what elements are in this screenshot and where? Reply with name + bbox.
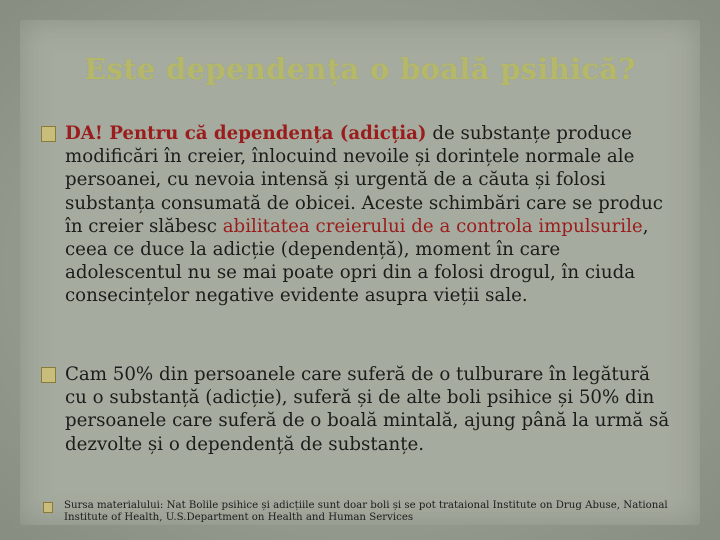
bullet-icon: [41, 367, 56, 383]
slide-title: Este dependența o boală psihică?: [84, 52, 636, 86]
paragraph-1-bold-intro: DA! Pentru că dependența (adicția): [65, 123, 427, 144]
paragraph-1-text: [41, 122, 671, 308]
paragraph-1-highlight: abilitatea creierului de a controla impulsurile: [222, 215, 643, 237]
bullet-icon: [41, 126, 56, 142]
source-note: [43, 500, 683, 523]
paragraph-2: [41, 363, 671, 456]
bullet-icon: [43, 502, 53, 513]
source-note-text: Sursa materialului: Nat Bolile psihice și adicțiile sunt doar boli și se pot trataional Institute on Drug Abuse, National Institute of Health, U.S.Department on Health and Human Services: [64, 500, 668, 523]
paragraph-1: [41, 122, 671, 308]
paragraph-2-text: Cam 50% din persoanele care suferă de o tulburare în legătură cu o substanță (adicție), suferă și de alte boli psihice și 50% din persoanele care suferă de o boală mintală, ajung până la urmă să dezvolte și o dependență de substanțe.: [65, 364, 670, 455]
paragraph-1-part1: de substanțe produce modificări în creier, înlocuind nevoile și dorințele normale ale persoanei, cu nevoia intensă și urgentă de a căuta și folosi substanța consumată de obicei. Aceste schimbări care se produc în creier slăbesc: [65, 123, 663, 237]
paragraph-1-part2: , ceea ce duce la adicție (dependență), moment în care adolescentul nu se mai poate opri din a folosi drogul, în ciuda consecințelor negative evidente asupra vieții sale.: [65, 215, 649, 307]
